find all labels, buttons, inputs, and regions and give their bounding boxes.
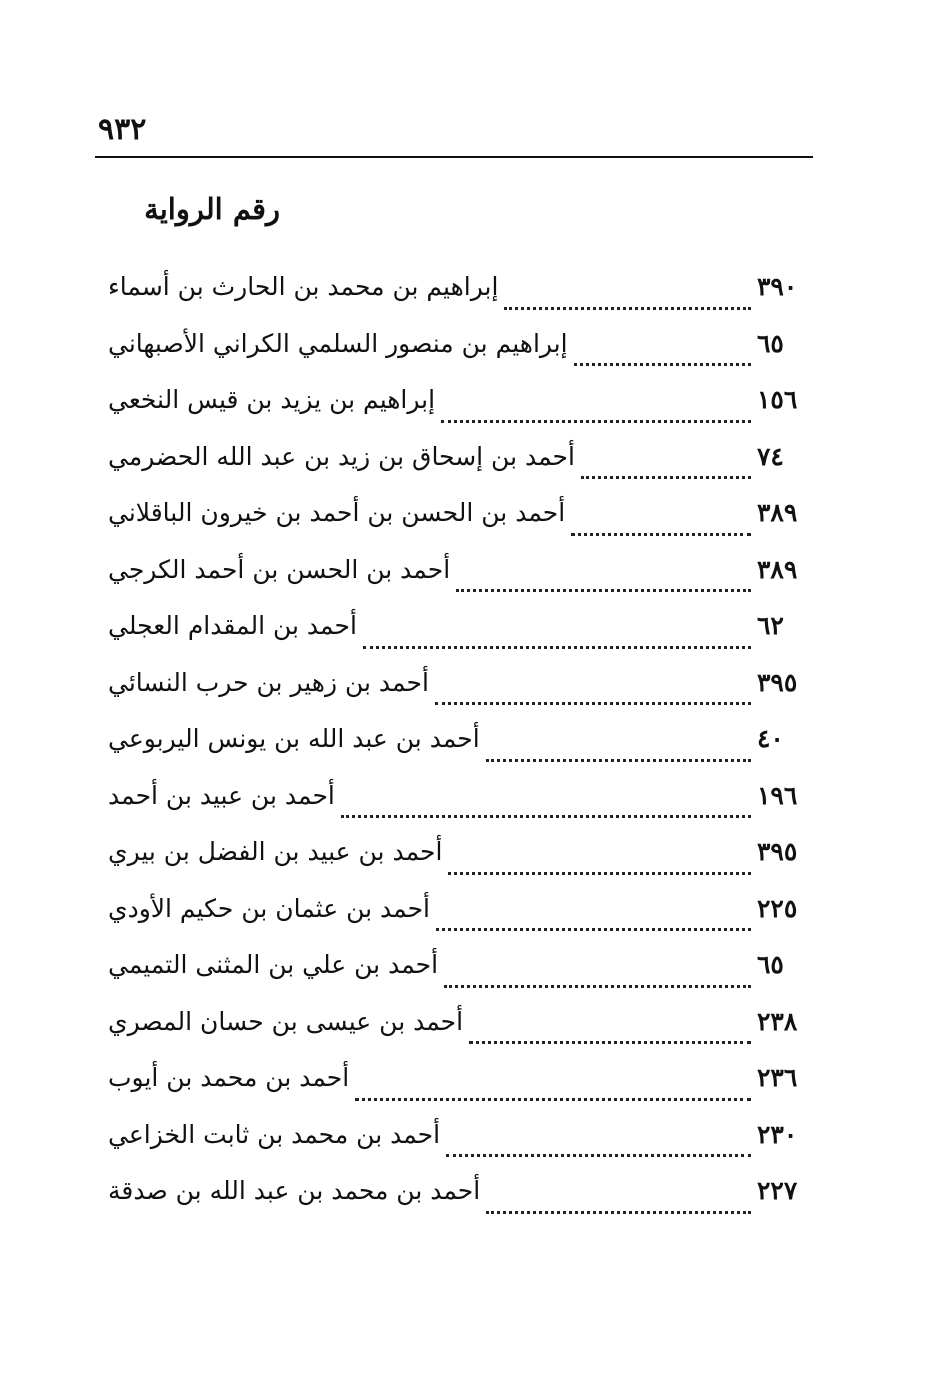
entry-name: أحمد بن عبيد بن الفضل بن بيري <box>108 837 443 866</box>
index-entries <box>108 272 813 1233</box>
dot-leader <box>571 533 751 536</box>
entry-number: ٢٣٦ <box>757 1063 798 1092</box>
entry-number: ٦٢ <box>757 611 784 640</box>
entry-name: أحمد بن عيسى بن حسان المصري <box>108 1006 464 1036</box>
dot-leader <box>441 420 751 423</box>
entry-name: أحمد بن عثمان بن حكيم الأودي <box>108 893 430 923</box>
entry-name: أحمد بن محمد بن ثابت الخزاعي <box>108 1119 441 1149</box>
index-entry <box>108 611 813 668</box>
index-entry <box>108 1007 813 1064</box>
entry-number: ٦٥ <box>757 328 784 358</box>
entry-name: إبراهيم بن محمد بن الحارث بن أسماء <box>108 272 499 301</box>
entry-number: ٧٤ <box>757 441 784 471</box>
dot-leader <box>581 476 751 479</box>
index-entry <box>108 442 813 499</box>
entry-name: أحمد بن الحسن بن أحمد الكرجي <box>108 554 451 584</box>
entry-name: أحمد بن عبد الله بن يونس اليربوعي <box>108 724 480 753</box>
index-entry <box>108 894 813 951</box>
entry-name: إبراهيم بن يزيد بن قيس النخعي <box>108 385 436 414</box>
dot-leader <box>446 1154 751 1157</box>
index-entry <box>108 498 813 555</box>
index-entry <box>108 1176 813 1233</box>
entry-number: ١٩٦ <box>757 780 798 810</box>
dot-leader <box>574 363 751 366</box>
entry-name: إبراهيم بن منصور السلمي الكراني الأصبهاني <box>108 328 568 358</box>
entry-name: أحمد بن محمد بن أيوب <box>108 1063 350 1092</box>
index-entry <box>108 272 813 329</box>
entry-number: ٤٠ <box>757 724 784 753</box>
column-heading: رقم الرواية <box>144 192 280 226</box>
dot-leader <box>363 646 751 649</box>
entry-number: ٢٣٨ <box>757 1006 798 1036</box>
index-entry <box>108 837 813 894</box>
entry-name: أحمد بن محمد بن عبد الله بن صدقة <box>108 1176 481 1205</box>
entry-name: أحمد بن إسحاق بن زيد بن عبد الله الحضرمي <box>108 441 575 471</box>
entry-number: ٢٢٧ <box>757 1176 798 1205</box>
dot-leader <box>435 702 751 705</box>
dot-leader <box>448 872 751 875</box>
entry-name: أحمد بن الحسن بن أحمد بن خيرون الباقلاني <box>108 498 566 527</box>
index-entry <box>108 555 813 612</box>
header-rule <box>95 156 813 158</box>
dot-leader <box>469 1041 751 1044</box>
index-entry <box>108 1063 813 1120</box>
dot-leader <box>436 928 751 931</box>
entry-number: ٣٨٩ <box>757 554 798 584</box>
dot-leader <box>355 1098 751 1101</box>
entry-number: ٢٣٠ <box>757 1119 798 1149</box>
index-entry <box>108 781 813 838</box>
index-entry <box>108 1120 813 1177</box>
dot-leader <box>456 589 751 592</box>
entry-name: أحمد بن علي بن المثنى التميمي <box>108 950 439 979</box>
index-entry <box>108 668 813 725</box>
dot-leader <box>341 815 751 818</box>
index-entry <box>108 724 813 781</box>
entry-name: أحمد بن عبيد بن أحمد <box>108 780 335 810</box>
dot-leader <box>504 307 751 310</box>
entry-number: ٢٢٥ <box>757 893 798 923</box>
dot-leader <box>486 759 751 762</box>
index-entry <box>108 329 813 386</box>
entry-name: أحمد بن زهير بن حرب النسائي <box>108 667 429 697</box>
index-entry <box>108 950 813 1007</box>
entry-number: ٣٩٥ <box>757 667 798 697</box>
index-entry <box>108 385 813 442</box>
page-number: ٩٣٢ <box>98 112 147 147</box>
entry-number: ٣٩٥ <box>757 837 798 866</box>
entry-name: أحمد بن المقدام العجلي <box>108 611 357 640</box>
entry-number: ٣٨٩ <box>757 498 798 527</box>
dot-leader <box>444 985 751 988</box>
entry-number: ٦٥ <box>757 950 784 979</box>
entry-number: ١٥٦ <box>757 385 798 414</box>
entry-number: ٣٩٠ <box>757 272 798 301</box>
dot-leader <box>486 1211 751 1214</box>
